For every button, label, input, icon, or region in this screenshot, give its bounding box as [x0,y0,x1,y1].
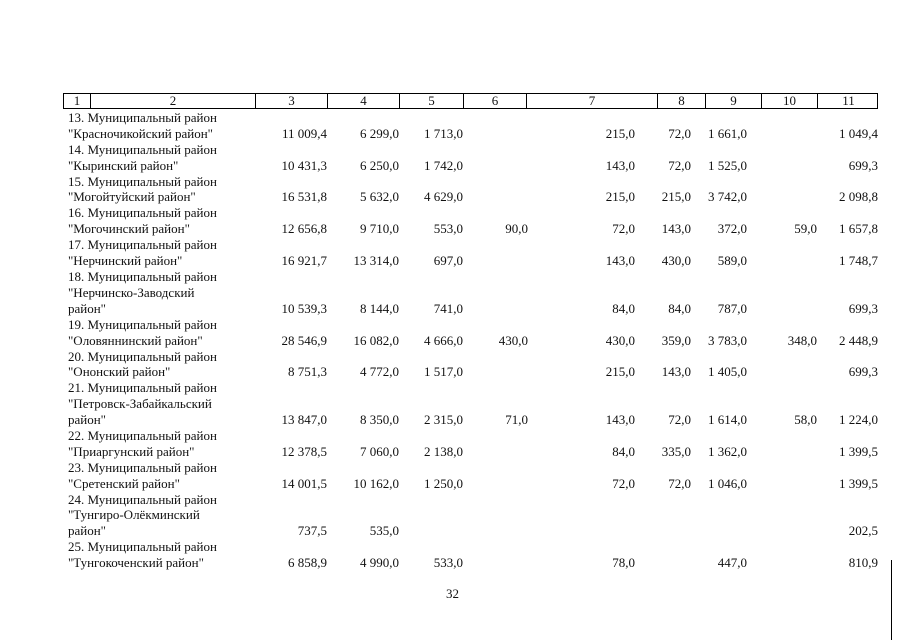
value-cell-col11: 699,3 [848,157,878,173]
value-cell-col3: 12 378,5 [281,443,327,459]
value-cell-col11: 1 049,4 [839,125,878,141]
value-cell-col11: 202,5 [848,523,878,539]
value-cell-col9: 372,0 [717,221,747,237]
header-cell: 1 [64,94,91,108]
value-cell-col11: 2 098,8 [839,189,878,205]
row-label-line: 22. Муниципальный район [68,428,217,443]
value-cell-col3: 28 546,9 [281,332,327,348]
value-cell-col10: 58,0 [794,412,817,428]
row-label-line: "Тунгиро-Олёкминский [68,507,200,523]
value-cell-col7: 84,0 [612,443,635,459]
row-label-line: "Приаргунский район" [68,443,195,459]
value-cell-col7: 72,0 [612,221,635,237]
row-label [68,428,217,460]
value-cell-col3: 14 001,5 [281,475,327,491]
row-label-line: 14. Муниципальный район [68,141,217,157]
value-cell-col9: 1 525,0 [708,157,747,173]
row-label-line: 23. Муниципальный район [68,459,217,475]
row-label [68,269,217,317]
row-label-line: "Сретенский район" [68,475,180,491]
value-cell-col4: 10 162,0 [353,475,399,491]
value-cell-col9: 3 742,0 [708,189,747,205]
row-label-line: "Тунгокоченский район" [68,555,204,571]
value-cell-col4: 6 250,0 [360,157,399,173]
row-label [68,142,217,174]
header-cell: 6 [464,94,527,108]
value-cell-col5: 1 742,0 [424,157,463,173]
row-label [68,460,217,492]
value-cell-col9: 589,0 [717,253,747,269]
value-cell-col8: 72,0 [668,125,691,141]
value-cell-col8: 72,0 [668,475,691,491]
value-cell-col4: 13 314,0 [353,253,399,269]
value-cell-col3: 13 847,0 [281,412,327,428]
value-cell-col7: 143,0 [605,412,635,428]
row-label-line: 25. Муниципальный район [68,539,217,555]
row-label-line: 17. Муниципальный район [68,237,217,253]
value-cell-col9: 3 783,0 [708,332,747,348]
value-cell-col4: 9 710,0 [360,221,399,237]
value-cell-col3: 10 431,3 [281,157,327,173]
value-cell-col8: 72,0 [668,412,691,428]
value-cell-col7: 215,0 [605,189,635,205]
row-label-line: "Нерчинско-Заводский [68,284,195,300]
value-cell-col11: 1 748,7 [839,253,878,269]
header-cell: 5 [400,94,464,108]
value-cell-col7: 84,0 [612,300,635,316]
value-cell-col7: 215,0 [605,125,635,141]
value-cell-col4: 8 350,0 [360,412,399,428]
value-cell-col5: 697,0 [433,253,463,269]
row-label [68,110,217,142]
value-cell-col7: 215,0 [605,364,635,380]
row-label [68,237,217,269]
value-cell-col3: 11 009,4 [281,125,327,141]
value-cell-col11: 2 448,9 [839,332,878,348]
row-label-line: 16. Муниципальный район [68,205,217,221]
value-cell-col3: 12 656,8 [281,221,327,237]
row-label-line: 19. Муниципальный район [68,316,217,332]
value-cell-col8: 335,0 [661,443,691,459]
value-cell-col11: 699,3 [848,364,878,380]
value-cell-col4: 7 060,0 [360,443,399,459]
value-cell-col7: 143,0 [605,253,635,269]
row-label-line: 13. Муниципальный район [68,110,217,125]
value-cell-col5: 553,0 [433,221,463,237]
header-cell: 8 [658,94,706,108]
value-cell-col10: 59,0 [794,221,817,237]
value-cell-col5: 1 250,0 [424,475,463,491]
value-cell-col5: 1 713,0 [424,125,463,141]
table-header-row [63,93,878,109]
value-cell-col5: 2 315,0 [424,412,463,428]
value-cell-col9: 787,0 [717,300,747,316]
value-cell-col5: 4 629,0 [424,189,463,205]
page-number: 32 [446,586,459,601]
header-cell: 11 [842,93,855,108]
row-label-line: "Красночикойский район" [68,125,213,141]
value-cell-col7: 430,0 [605,332,635,348]
row-label [68,349,217,381]
value-cell-col9: 1 362,0 [708,443,747,459]
value-cell-col5: 1 517,0 [424,364,463,380]
row-label [68,539,217,571]
header-cell: 3 [256,94,328,108]
header-cell: 7 [527,94,658,108]
value-cell-col10: 348,0 [787,332,817,348]
value-cell-col4: 535,0 [369,523,399,539]
header-cell: 10 [762,94,818,108]
value-cell-col9: 447,0 [717,555,747,571]
value-cell-col5: 533,0 [433,555,463,571]
row-label-line: "Петровск-Забайкальский [68,396,212,412]
value-cell-col5: 741,0 [433,300,463,316]
value-cell-col11: 1 224,0 [839,412,878,428]
value-cell-col4: 5 632,0 [360,189,399,205]
row-label [68,492,217,540]
value-cell-col7: 72,0 [612,475,635,491]
value-cell-col3: 16 921,7 [281,253,327,269]
value-cell-col3: 8 751,3 [288,364,327,380]
value-cell-col11: 1 399,5 [839,475,878,491]
value-cell-col4: 4 772,0 [360,364,399,380]
row-label [68,317,217,349]
row-label [68,380,217,428]
value-cell-col9: 1 661,0 [708,125,747,141]
value-cell-col4: 4 990,0 [360,555,399,571]
value-cell-col6: 71,0 [505,412,528,428]
value-cell-col8: 430,0 [661,253,691,269]
header-cell: 2 [91,94,256,108]
value-cell-col3: 737,5 [297,523,327,539]
row-label-line: "Кыринский район" [68,157,179,173]
value-cell-col8: 215,0 [661,189,691,205]
row-label-line: район" [68,300,106,316]
value-cell-col11: 1 657,8 [839,221,878,237]
row-label-line: "Могойтуйский район" [68,189,196,205]
value-cell-col8: 359,0 [661,332,691,348]
value-cell-col6: 90,0 [505,221,528,237]
value-cell-col3: 6 858,9 [288,555,327,571]
row-label [68,205,217,237]
row-label-line: 18. Муниципальный район [68,269,217,284]
value-cell-col5: 2 138,0 [424,443,463,459]
row-label-line: 15. Муниципальный район [68,173,217,189]
value-cell-col9: 1 046,0 [708,475,747,491]
row-label-line: 24. Муниципальный район [68,491,217,507]
value-cell-col8: 143,0 [661,221,691,237]
header-cell: 9 [706,94,762,108]
row-label [68,174,217,206]
value-cell-col11: 1 399,5 [839,443,878,459]
row-label-line: 20. Муниципальный район [68,348,217,364]
header-cell: 4 [328,94,400,108]
row-label-line: район" [68,412,106,428]
value-cell-col4: 8 144,0 [360,300,399,316]
value-cell-col3: 16 531,8 [281,189,327,205]
value-cell-col9: 1 614,0 [708,412,747,428]
scan-edge-line [891,560,892,640]
row-label-line: "Нерчинский район" [68,253,183,269]
value-cell-col7: 143,0 [605,157,635,173]
row-label-line: район" [68,523,106,539]
row-label-line: "Могочинский район" [68,221,190,237]
value-cell-col8: 72,0 [668,157,691,173]
row-label-line: "Оловяннинский район" [68,332,203,348]
value-cell-col6: 430,0 [498,332,528,348]
row-label-line: 21. Муниципальный район [68,380,217,396]
value-cell-col4: 6 299,0 [360,125,399,141]
value-cell-col7: 78,0 [612,555,635,571]
value-cell-col11: 810,9 [848,555,878,571]
value-cell-col9: 1 405,0 [708,364,747,380]
row-label-line: "Ононский район" [68,364,171,380]
value-cell-col4: 16 082,0 [353,332,399,348]
value-cell-col11: 699,3 [848,300,878,316]
value-cell-col8: 143,0 [661,364,691,380]
value-cell-col3: 10 539,3 [281,300,327,316]
value-cell-col8: 84,0 [668,300,691,316]
value-cell-col5: 4 666,0 [424,332,463,348]
